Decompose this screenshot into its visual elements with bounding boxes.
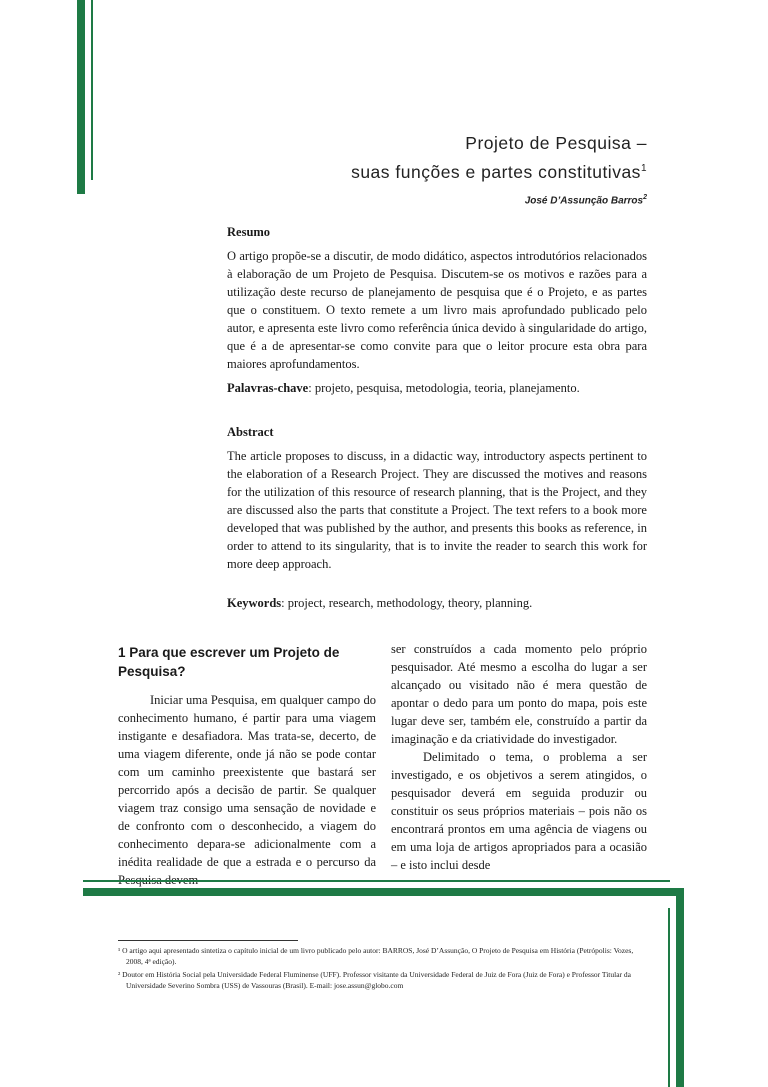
article-title [351, 131, 647, 185]
decorative-bar-left [77, 0, 85, 194]
abstract-section [227, 423, 647, 573]
author-footnote-marker: 2 [643, 194, 647, 201]
footnote-1: ¹ O artigo aqui apresentado sintetiza o capítulo inicial de um livro publicado pelo autor: BARROS, José D’Assunção, O Projeto de Pesquisa em História (Petrópolis: Vozes, 2008, 4ª edição). [118, 946, 634, 966]
section-heading: 1 Para que escrever um Projeto de Pesquisa? [118, 645, 340, 679]
decorative-line-bottom [83, 880, 670, 882]
palavras-chave [227, 379, 647, 397]
decorative-bar-right [676, 896, 684, 1087]
body-paragraph-right-1: ser construídos a cada momento pelo próprio pesquisador. Até mesmo a escolha do lugar a ser alcançado ou visitado não é mera questão de apontar o dedo para um ponto do mapa, pois este lugar deve ser, também ele, construído a partir da imaginação e da criatividade do investigador. [391, 642, 647, 746]
palavras-chave-label: Palavras-chave [227, 381, 309, 395]
resumo-heading: Resumo [227, 225, 271, 239]
footnote-separator [118, 940, 298, 941]
keywords [227, 594, 647, 612]
resumo-text: O artigo propõe-se a discutir, de modo didático, aspectos introdutórios relacionados à elaboração de um Projeto de Pesquisa. Discutem-se os motivos e razões para a utilização deste recurso de planejamento de pesquisa que é o Projeto, e as partes que o constituem. O texto remete a um livro mais aprofundado publicado pelo autor, e apresenta este livro como referência única devido à singularidade do artigo, que é a de apresentar-se como convite para que o leitor procure esta obra para maiores aprofundamentos. [227, 249, 647, 371]
body-paragraph-right-2: Delimitado o tema, o problema a ser investigado, e os objetivos a serem atingidos, o pesquisador deverá em seguida produzir ou constituir os seus próprios materiais – pois não os encontrará prontos em uma agência de viagens ou em uma loja de artigos apropriados para a ocasião – e isto inclui desde [391, 750, 647, 872]
title-line-1: Projeto de Pesquisa – [465, 133, 647, 153]
decorative-line-left [91, 0, 93, 180]
keywords-label: Keywords [227, 596, 282, 610]
palavras-chave-list: : projeto, pesquisa, metodologia, teoria, planejamento. [308, 381, 580, 395]
body-right-column [391, 640, 647, 874]
decorative-rule-bottom [83, 888, 684, 896]
abstract-heading: Abstract [227, 425, 274, 439]
title-footnote-marker: 1 [640, 163, 647, 174]
keywords-list: : project, research, methodology, theory, planning. [281, 596, 533, 610]
footnote-2: ² Doutor em História Social pela Universidade Federal Fluminense (UFF). Professor visitante da Universidade Federal de Juiz de Fora (Juiz de Fora) e Professor Titular da Universidade Severino Sombra (USS) de Vassouras (Brasil). E-mail: jose.assun@globo.com [118, 970, 631, 990]
footnotes [118, 945, 648, 993]
decorative-line-right [668, 908, 670, 1087]
body-left-column [118, 643, 376, 889]
title-line-2: suas funções e partes constitutivas$^1$ [351, 161, 647, 182]
body-paragraph-left: Iniciar uma Pesquisa, em qualquer campo do conhecimento humano, é partir para uma viagem instigante e desafiadora. Mas trata-se, decerto, de uma viagem diferente, onde já não se pode contar com um caminho preexistente que bastará ser percorrido após a decisão de partir. Se qualquer viagem traz consigo uma sensação de novidade e de confronto com o desconhecido, a viagem do conhecimento depara-se adicionalmente com a inédita realidade de que a estrada e o percurso da [118, 693, 376, 869]
abstract-text: The article proposes to discuss, in a didactic way, introductory aspects pertinent to the elaboration of a Research Project. They are discussed the motives and reasons for the utilization of this resource of research planning, that is the Project, and they are discussed also the parts that constitute a Project. The text refers to a book more developed that was published by the author, and presents this books as reference, in order to attend to its singularity, that is to invite the reader to search this work for more deep approach. [227, 449, 647, 571]
author-name: José D’Assunção Barros$^2$ [524, 194, 647, 207]
resumo-section [227, 223, 647, 373]
